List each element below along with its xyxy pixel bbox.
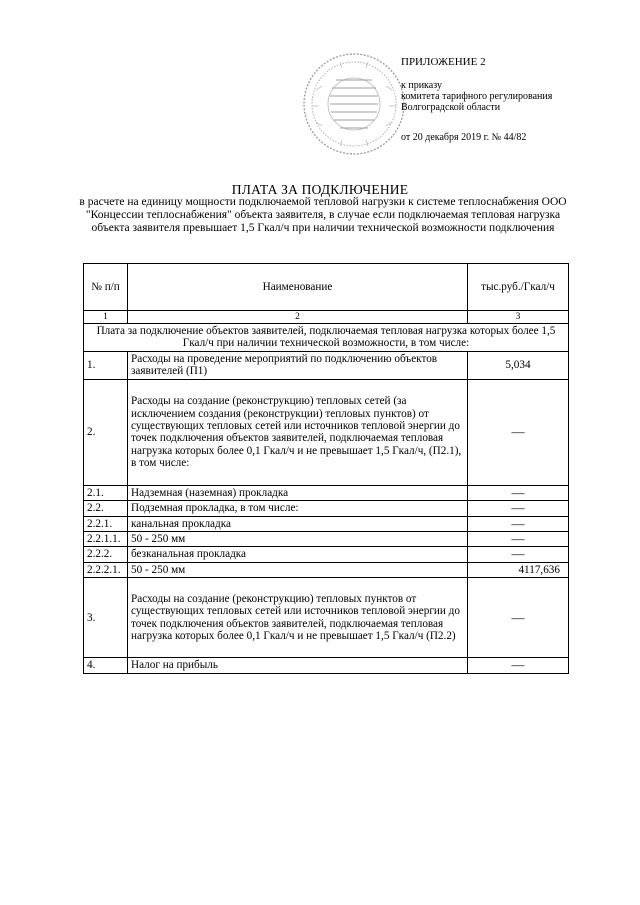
header-unit: тыс.руб./Гкал/ч — [468, 264, 569, 311]
row-number: 2.2.1.1. — [84, 532, 128, 547]
table-row — [84, 532, 569, 547]
row-name: 50 - 250 мм — [128, 532, 468, 547]
row-name: Расходы на создание (реконструкцию) тепловых сетей (за исключением создания (реконструкции) тепловых пунктов) от существующих тепловых сетей или источников тепловой энергии до точек подключения объектов заявителей, подключаемая тепловая нагрузка которых более 0,1 Гкал/ч и не превышает 1,5 Гкал/ч, (П2.1), в том числе: — [128, 379, 468, 485]
row-name: Надземная (наземная) прокладка — [128, 485, 468, 500]
table-row — [84, 501, 569, 516]
row-number: 3. — [84, 578, 128, 658]
row-name: Расходы на создание (реконструкцию) тепловых пунктов от существующих тепловых сетей или источников тепловой энергии до точек подключения объектов заявителей, подключаемая тепловая нагрузка которых более 0,1 Гкал/ч и не превышает 1,5 Гкал/ч (П2.2) — [128, 578, 468, 658]
table-row — [84, 379, 569, 485]
row-number: 2.1. — [84, 485, 128, 500]
row-name: канальная прокладка — [128, 516, 468, 531]
annex-title: ПРИЛОЖЕНИЕ 2 — [401, 56, 486, 68]
document-title: ПЛАТА ЗА ПОДКЛЮЧЕНИЕ — [231, 182, 409, 197]
table-header-row — [84, 264, 569, 311]
section-heading-row — [84, 324, 569, 352]
row-number: 2. — [84, 379, 128, 485]
table-row — [84, 516, 569, 531]
column-index: 3 — [468, 311, 569, 324]
row-value: — — [511, 424, 525, 440]
column-index: 1 — [84, 311, 128, 324]
annex-region: Волгоградской области — [401, 102, 501, 113]
section-heading: Плата за подключение объектов заявителей, подключаемая тепловая нагрузка которых более 1,5 Гкал/ч при наличии технической возможности, в том числе: — [84, 324, 569, 352]
row-value: — — [511, 515, 525, 531]
row-value: — — [511, 500, 525, 516]
row-name: 50 - 250 мм — [128, 562, 468, 577]
row-value: 5,034 — [468, 351, 569, 379]
table-row — [84, 562, 569, 577]
tariff-table — [83, 263, 569, 674]
row-value: — — [511, 531, 525, 547]
column-index: 2 — [128, 311, 468, 324]
header-name: Наименование — [128, 264, 468, 311]
row-value: — — [511, 609, 525, 625]
row-name: Подземная прокладка, в том числе: — [128, 501, 468, 516]
row-number: 2.2.1. — [84, 516, 128, 531]
official-stamp — [300, 50, 408, 158]
row-name: Налог на прибыль — [128, 658, 468, 673]
row-value: — — [511, 546, 525, 562]
annex-committee: комитета тарифного регулирования — [401, 91, 553, 102]
annex-date: от 20 декабря 2019 г. № 44/82 — [401, 132, 527, 143]
table-row — [84, 578, 569, 658]
row-number: 4. — [84, 658, 128, 673]
row-number: 2.2. — [84, 501, 128, 516]
row-value: — — [511, 484, 525, 500]
row-number: 2.2.2.1. — [84, 562, 128, 577]
row-value: 4117,636 — [468, 562, 569, 577]
document-subtitle: в расчете на единицу мощности подключаемой тепловой нагрузки к системе теплоснабжения ООО "Концессии теплоснабжения" объекта заявителя, в случае если подключаемая тепловая нагрузка объекта заявителя превышает 1,5 Гкал/ч при наличии технической возможности подключения — [79, 196, 567, 234]
table-row — [84, 485, 569, 500]
header-num: № п/п — [84, 264, 128, 311]
row-name: безканальная прокладка — [128, 547, 468, 562]
annex-order-ref: к приказу — [401, 80, 442, 91]
annex-header — [401, 57, 636, 143]
row-number: 1. — [84, 351, 128, 379]
row-name: Расходы на проведение мероприятий по подключению объектов заявителей (П1) — [128, 351, 468, 379]
row-value: — — [511, 657, 525, 673]
table-row — [84, 658, 569, 673]
table-row — [84, 351, 569, 379]
table-row — [84, 547, 569, 562]
row-number: 2.2.2. — [84, 547, 128, 562]
column-index-row — [84, 311, 569, 324]
